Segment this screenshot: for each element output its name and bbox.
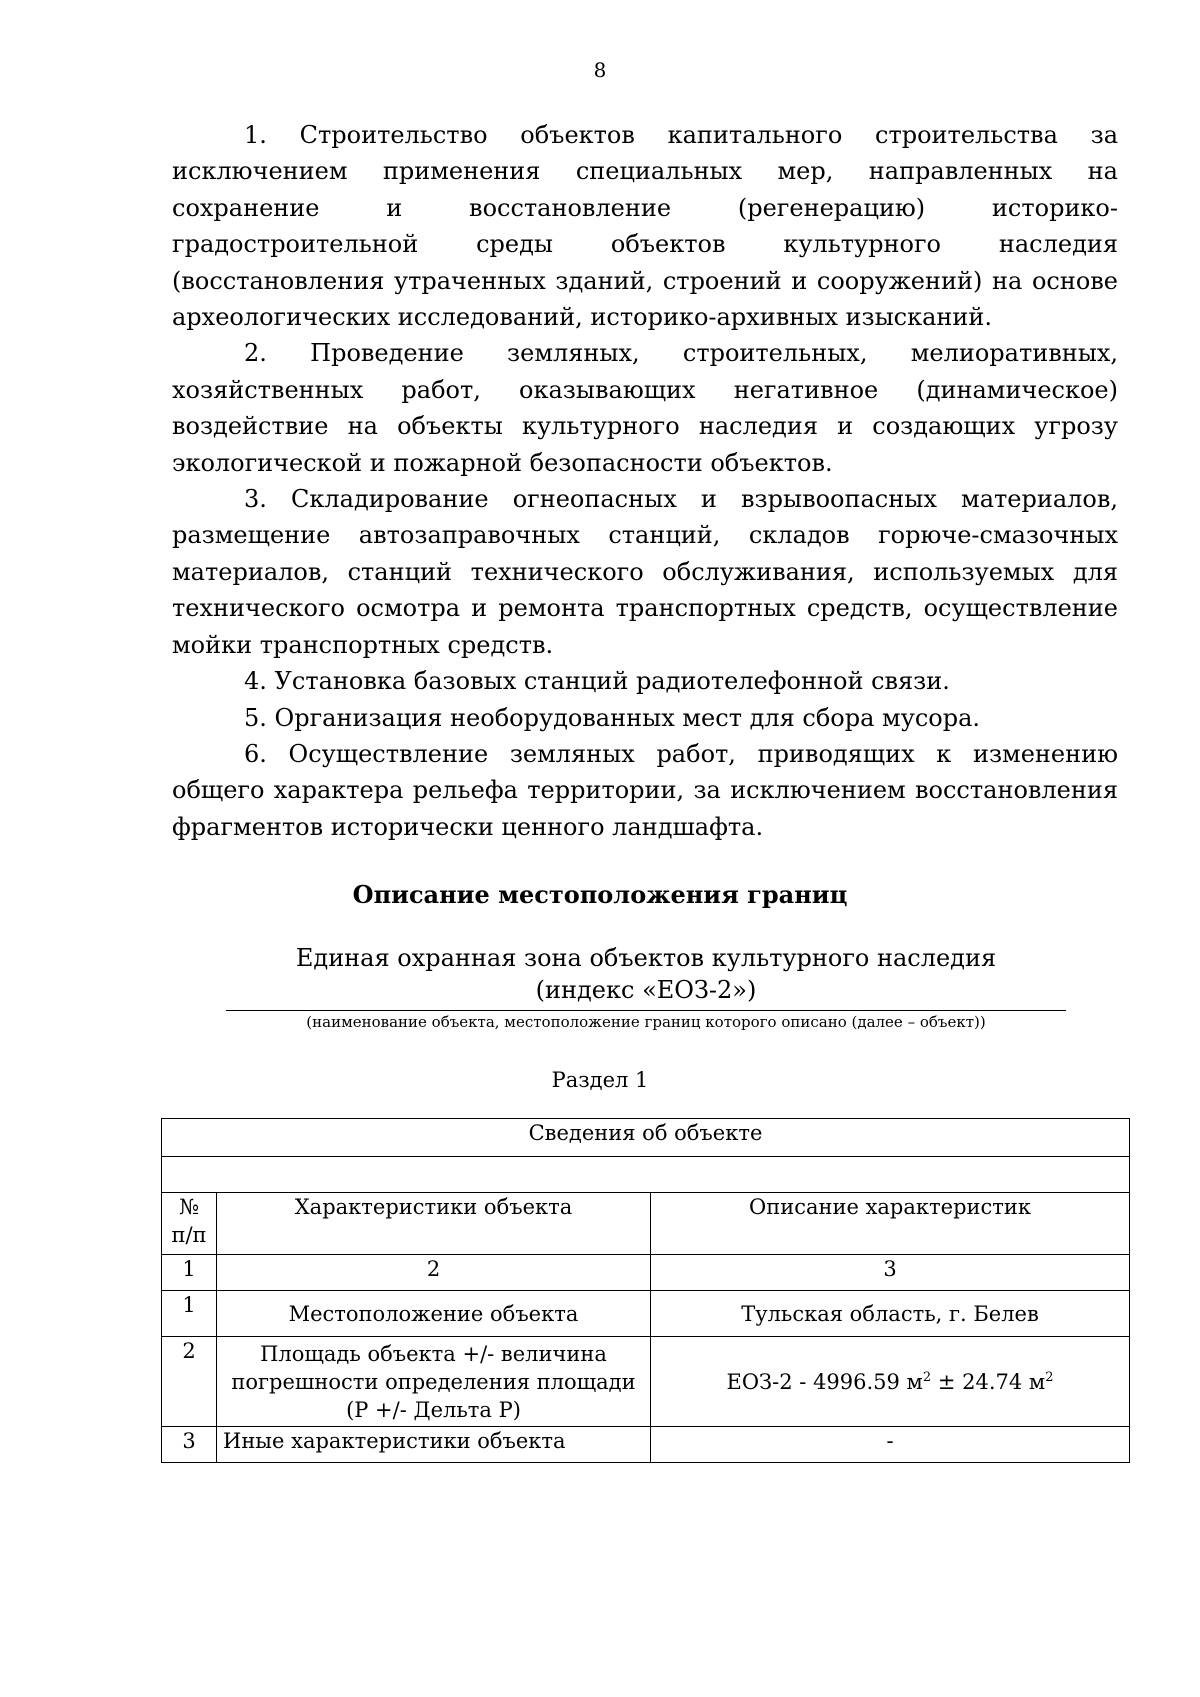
table-empty-row [162,1157,1130,1193]
column-number-1: 1 [162,1255,217,1291]
header-number [162,1193,217,1255]
row-characteristic: Иные характеристики объекта [217,1427,651,1463]
area-error-unit-superscript: 2 [1045,1369,1054,1385]
paragraph-4: 4. Установка базовых станций радиотелефонной связи. [244,667,950,696]
header-characteristic: Характеристики объекта [217,1193,651,1255]
table-title-row [162,1119,1130,1157]
row-characteristic [217,1337,651,1427]
area-value: ЕОЗ-2 - 4996.59 м [726,1369,923,1394]
table-row [162,1337,1130,1427]
section-title: Описание местоположения границ [352,880,848,909]
row-characteristic-line-2: погрешности определения площади [231,1369,636,1394]
paragraph-6: 6. Осуществление земляных работ, приводящих к изменению общего характера рельефа территории, за исключением восстановления фрагментов исторически ценного ландшафта. [172,739,1118,841]
table-row [162,1427,1130,1463]
area-error-value: ± 24.74 м [931,1369,1046,1394]
table-row [162,1291,1130,1337]
object-name-line-1: Единая охранная зона объектов культурного наследия [295,944,997,972]
area-unit-superscript: 2 [922,1369,932,1385]
restrictions-list [172,117,1118,845]
column-number-3: 3 [651,1255,1130,1291]
table-empty-cell [162,1157,1130,1193]
column-number-2: 2 [217,1255,651,1291]
paragraph-2: 2. Проведение земляных, строительных, мелиоративных, хозяйственных работ, оказывающих негативное (динамическое) воздействие на объекты культурного наследия и создающих угрозу экологической и пожарной безопасности объектов. [172,339,1118,477]
header-number-line-2: п/п [171,1223,207,1247]
row-number: 2 [162,1337,217,1427]
paragraph-1: 1. Строительство объектов капитального строительства за исключением применения специальных мер, направленных на сохранение и восстановление (регенерацию) историко-градостроительной среды объектов культурного наследия (восстановления утраченных зданий, строений и сооружений) на основе археологических исследований, историко-архивных изысканий. [172,121,1118,332]
row-number: 3 [162,1427,217,1463]
object-caption: (наименование объекта, местоположение границ которого описано (далее – объект)) [306,1013,986,1031]
object-name-underline [226,1010,1066,1011]
header-number-line-1: № [179,1195,199,1219]
paragraph-5: 5. Организация необорудованных мест для сбора мусора. [244,703,981,732]
object-info-table [161,1118,1130,1463]
row-characteristic-line-1: Площадь объекта +/- величина [260,1341,607,1366]
row-description: Тульская область, г. Белев [651,1291,1130,1337]
table-header-row [162,1193,1130,1255]
object-name [226,942,1066,1006]
row-description: - [651,1427,1130,1463]
row-number: 1 [162,1291,217,1337]
header-description: Описание характеристик [651,1193,1130,1255]
table-title: Сведения об объекте [162,1119,1130,1157]
page-number: 8 [593,58,607,82]
row-characteristic-line-3: (Р +/- Дельта Р) [346,1397,521,1422]
object-name-line-2: (индекс «ЕОЗ-2») [535,976,757,1004]
column-number-row [162,1255,1130,1291]
row-characteristic: Местоположение объекта [217,1291,651,1337]
row-description [651,1337,1130,1427]
section-label: Раздел 1 [551,1068,649,1092]
paragraph-3: 3. Складирование огнеопасных и взрывоопасных материалов, размещение автозаправочных станций, складов горюче-смазочных материалов, станций технического обслуживания, используемых для технического осмотра и ремонта транспортных средств, осуществление мойки транспортных средств. [172,485,1118,659]
